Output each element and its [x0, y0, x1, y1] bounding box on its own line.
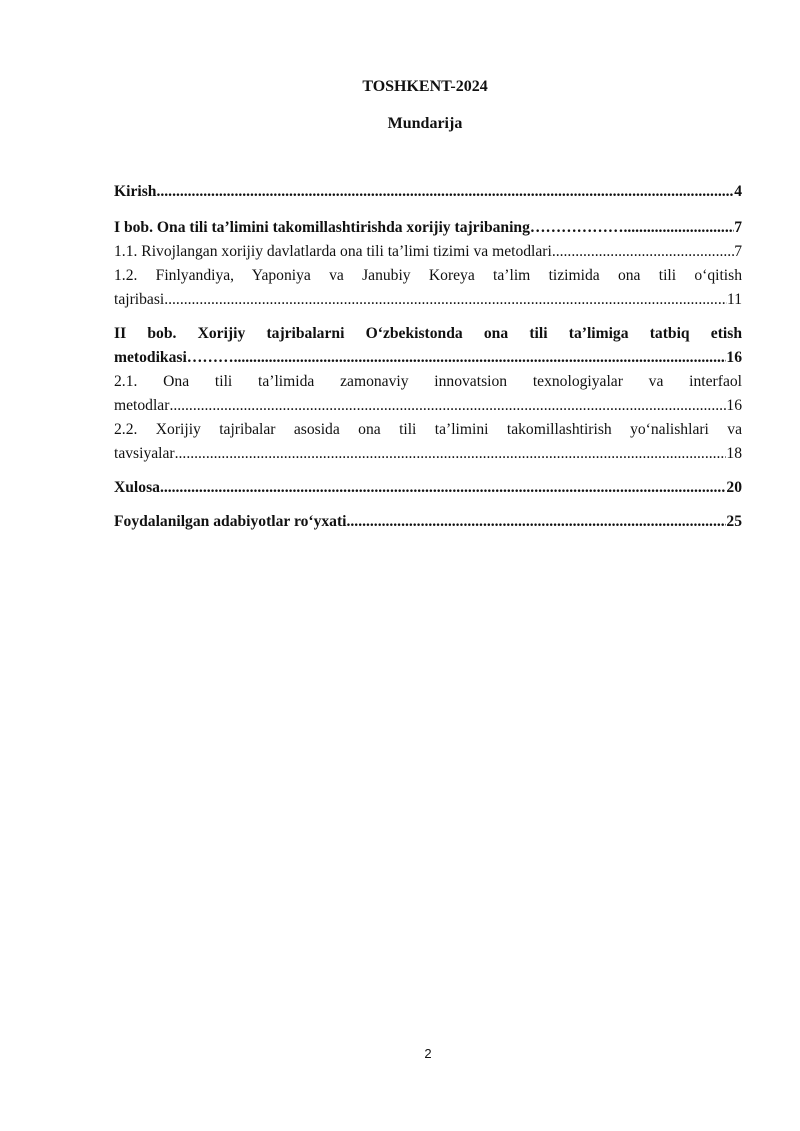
- dot-leader: [160, 476, 726, 500]
- toc-page-number: 25: [726, 513, 742, 530]
- toc-entry-title: I bob. Ona tili ta’limini takomillashtirishda xorijiy tajribaning: [114, 219, 530, 236]
- city-year-line: TOSHKENT-2024: [362, 78, 488, 95]
- dot-leader: [347, 510, 727, 534]
- toc-entry-title-line-1: II bob. Xorijiy tajribalarni O‘zbekistonda ona tili ta’limiga tatbiq etish: [114, 325, 742, 342]
- toc-entry-title-line-1: 2.2. Xorijiy tajribalar asosida ona tili ta’limini takomillashtirish yo‘nalishlari va: [114, 421, 742, 438]
- toc-page-number: 16: [726, 349, 742, 366]
- dot-leader: [234, 346, 727, 370]
- toc-entry-title-line-2: metodikasi: [114, 349, 187, 366]
- toc-entry-xulosa[interactable]: [114, 476, 742, 500]
- dot-leader: [169, 394, 726, 418]
- toc-entry-title: Xulosa: [114, 479, 160, 496]
- toc-entry-title-line-2: tavsiyalar: [114, 445, 175, 462]
- toc-page-number: 4: [734, 183, 742, 200]
- toc-entry-title-line-2: metodlar: [114, 397, 170, 414]
- toc-entry-references[interactable]: [114, 510, 742, 534]
- toc-entry-chapter-1[interactable]: [114, 216, 742, 240]
- toc-page-number: 16: [726, 397, 742, 414]
- toc-page-number: 7: [734, 219, 742, 236]
- toc-entry-title-line-2: tajribasi: [114, 291, 165, 308]
- table-of-contents: [114, 180, 742, 534]
- toc-entry-title: 1.1. Rivojlangan xorijiy davlatlarda ona tili ta’limi tizimi va metodlari: [114, 243, 552, 260]
- toc-entry-title: Kirish: [114, 183, 157, 200]
- toc-page-number: 18: [726, 445, 742, 462]
- dot-leader: [627, 216, 734, 240]
- dot-leader: [156, 180, 734, 204]
- dot-leader: [164, 288, 727, 312]
- toc-entry-kirish[interactable]: [114, 180, 742, 204]
- toc-page-number: 20: [726, 479, 742, 496]
- toc-page-number: 11: [726, 291, 742, 308]
- toc-entry-section-2-1[interactable]: [114, 370, 742, 418]
- toc-entry-section-1-1[interactable]: [114, 240, 742, 264]
- toc-entry-title-line-1: 1.2. Finlyandiya, Yaponiya va Janubiy Koreya ta’lim tizimida ona tili o‘qitish: [114, 267, 742, 284]
- toc-leader-text: ………: [186, 349, 234, 366]
- toc-entry-title-line-1: 2.1. Ona tili ta’limida zamonaviy innovatsion texnologiyalar va interfaol: [114, 373, 742, 390]
- toc-leader-text: ……………….: [529, 219, 628, 236]
- page-number: 2: [424, 1046, 432, 1061]
- dot-leader: [175, 442, 727, 466]
- toc-entry-chapter-2[interactable]: [114, 322, 742, 370]
- toc-entry-title: Foydalanilgan adabiyotlar ro‘yxati: [114, 513, 347, 530]
- toc-entry-section-1-2[interactable]: [114, 264, 742, 312]
- toc-entry-section-2-2[interactable]: [114, 418, 742, 466]
- page-title: Mundarija: [387, 115, 463, 132]
- toc-page-number: 7: [734, 243, 742, 260]
- dot-leader: [552, 240, 734, 264]
